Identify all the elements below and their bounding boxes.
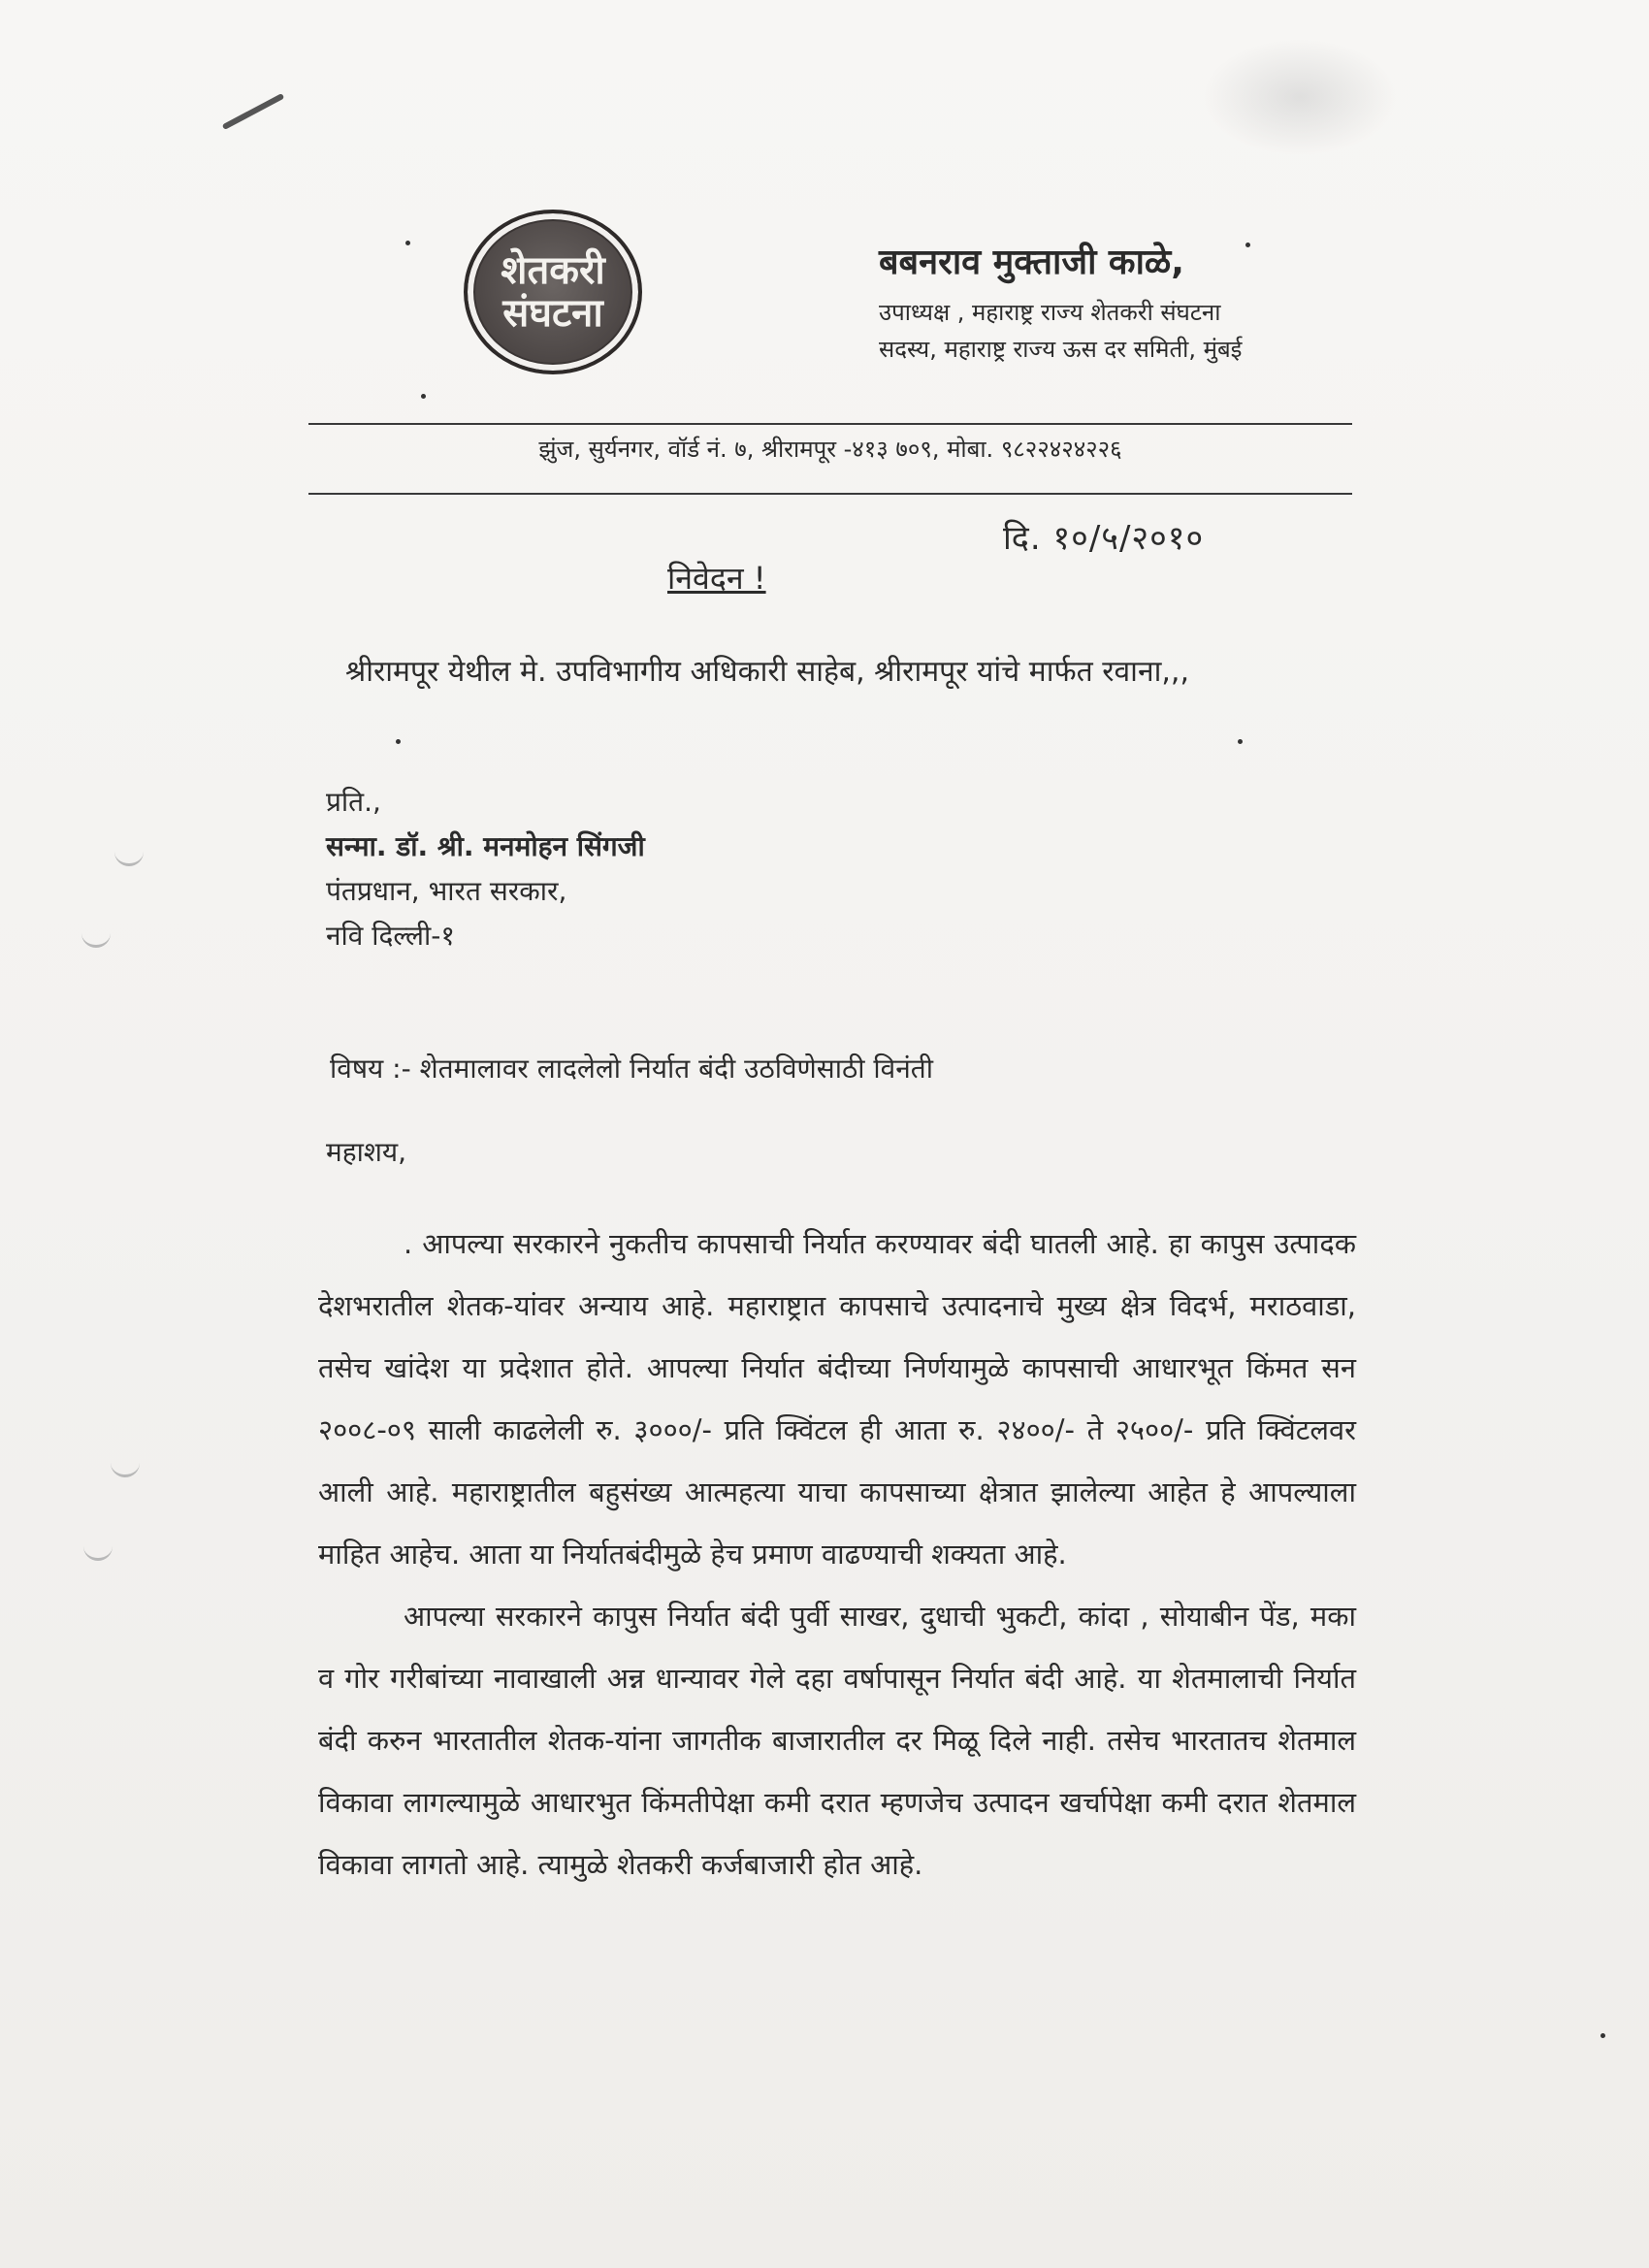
sender-name: बबनराव मुक्ताजी काळे, bbox=[879, 243, 1184, 282]
sender-address: झुंज, सुर्यनगर, वॉर्ड नं. ७, श्रीरामपूर -४१३ ७०९, मोबा. ९८२२४२४२२६ bbox=[538, 436, 1122, 463]
sender-block bbox=[879, 237, 1403, 368]
sender-designation-2: सदस्य, महाराष्ट्र राज्य ऊस दर समिती, मुंबई bbox=[879, 336, 1243, 363]
letter-date: दि. १०/५/२०१० bbox=[1003, 519, 1205, 558]
letterhead-divider-bottom bbox=[308, 493, 1352, 495]
recipient-prefix: प्रति., bbox=[326, 786, 381, 818]
letterhead-divider-top bbox=[308, 423, 1352, 425]
salutation: महाशय, bbox=[326, 1136, 407, 1168]
ink-dot bbox=[405, 241, 410, 245]
ink-dot bbox=[396, 739, 401, 744]
ink-dot bbox=[1600, 2033, 1605, 2038]
punch-hole-mark bbox=[114, 850, 144, 866]
sender-designation-1: उपाध्यक्ष , महाराष्ट्र राज्य शेतकरी संघटना bbox=[879, 299, 1221, 326]
paper-smudge bbox=[1203, 39, 1397, 155]
letter-subject: विषय :- शेतमालावर लादलेलो निर्यात बंदी उठविणेसाठी विनंती bbox=[330, 1053, 933, 1085]
organization-seal bbox=[464, 210, 642, 374]
body-paragraph-2: आपल्या सरकारने कापुस निर्यात बंदी पुर्वी साखर, दुधाची भुकटी, कांदा , सोयाबीन पेंड, मका व गोर गरीबांच्या नावाखाली अन्न धान्यावर गेले दहा वर्षापासून निर्यात बंदी आहे. या शेतमालाची निर्यात बंदी करुन भारतातील शेतक-यांना जागतीक बाजारातील दर मिळू दिले नाही. तसेच भारतातच शेतमाल विकावा लागल्यामुळे आधारभुत किंमतीपेक्षा कमी दरात म्हणजेच उत्पादन खर्चापेक्षा कमी दरात शेतमाल विकावा लागतो आहे. त्यामुळे शेतकरी कर्जबाजारी होत आहे. bbox=[318, 1600, 1356, 1881]
pen-mark bbox=[222, 93, 285, 130]
punch-hole-mark bbox=[83, 1544, 113, 1561]
punch-hole-mark bbox=[111, 1461, 140, 1477]
forwarding-line: श्रीरामपूर येथील मे. उपविभागीय अधिकारी साहेब, श्रीरामपूर यांचे मार्फत रवाना,,, bbox=[345, 655, 1189, 689]
letter-body bbox=[318, 1213, 1356, 1895]
letter-title: निवेदन ! bbox=[667, 560, 766, 597]
seal-text-line2: संघटना bbox=[502, 291, 603, 336]
ink-dot bbox=[1238, 739, 1243, 744]
seal-text-line1: शेतकरी bbox=[501, 248, 605, 293]
punch-hole-mark bbox=[81, 931, 111, 948]
recipient-block bbox=[326, 780, 645, 958]
body-paragraph-1: . आपल्या सरकारने नुकतीच कापसाची निर्यात करण्यावर बंदी घातली आहे. हा कापुस उत्पादक देशभरातील शेतक-यांवर अन्याय आहे. महाराष्ट्रात कापसाचे उत्पादनाचे मुख्य क्षेत्र विदर्भ, मराठवाडा, तसेच खांदेश या प्रदेशात होते. आपल्या निर्यात बंदीच्या निर्णयामुळे कापसाची आधारभूत किंमत सन २००८-०९ साली काढलेली रु. ३०००/- प्रति क्विंटल ही आता रु. २४००/- ते २५००/- प्रति क्विंटलवर आली आहे. महाराष्ट्रातील बहुसंख्य आत्महत्या याचा कापसाच्या क्षेत्रात झालेल्या आहेत हे आपल्याला माहित आहेच. आता या निर्यातबंदीमुळे हेच प्रमाण वाढण्याची शक्यता आहे. bbox=[318, 1227, 1356, 1571]
recipient-post: पंतप्रधान, भारत सरकार, bbox=[326, 875, 567, 907]
recipient-name: सन्मा. डॉ. श्री. मनमोहन सिंगजी bbox=[326, 830, 645, 862]
ink-dot bbox=[421, 394, 426, 399]
recipient-place: नवि दिल्ली-१ bbox=[326, 920, 455, 952]
